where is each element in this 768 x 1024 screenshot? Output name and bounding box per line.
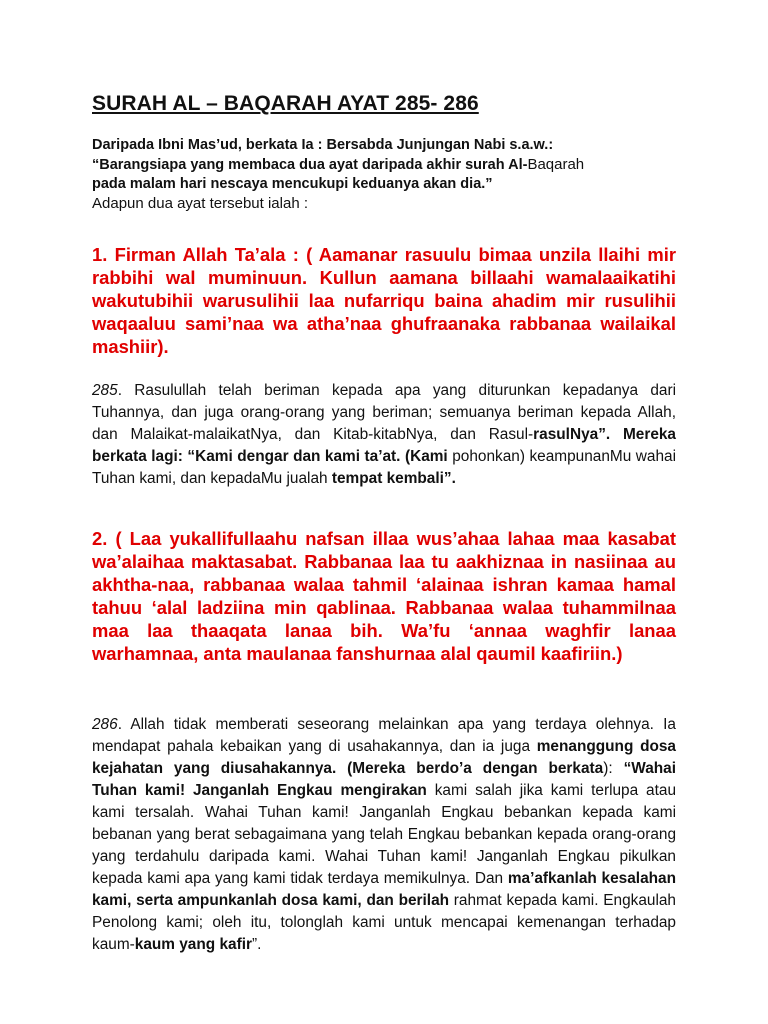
ayat-285-transliteration: 1. Firman Allah Ta’ala : ( Aamanar rasuulu bimaa unzila llaihi mir rabbihi wal muminuun. Kullun aamana billaahi wamalaaikatihi wakutubihii warusulihii laa nufarriqu baina ahadim mir rusulihii waqaaluu sami’naa wa atha’naa ghufraanaka rabbanaa wailaikal mashiir). xyxy=(92,244,676,357)
ayat-286-translation xyxy=(92,714,676,956)
intro-line-1: Daripada Ibni Mas’ud, berkata Ia : Bersabda Junjungan Nabi s.a.w.: xyxy=(92,137,554,153)
translation-285-part2: rasulNya”. Mereka berkata lagi: “Kami dengar dan kami ta’at. (Kami xyxy=(92,426,676,465)
intro-line-3: pada malam hari nescaya mencukupi keduanya akan dia.” xyxy=(92,176,493,192)
translation-285-part1: . Rasulullah telah beriman kepada apa yang diturunkan kepadanya dari Tuhannya, dan juga orang-orang yang beriman; semuanya beriman kepada Allah, dan Malaikat-malaikatNya, dan Kitab-kitabNya, dan Rasul- xyxy=(92,382,676,443)
intro-line-2 xyxy=(92,155,676,175)
translation-286-part8: kaum yang kafir xyxy=(134,936,252,953)
page-title: SURAH AL – BAQARAH AYAT 285- 286 xyxy=(92,92,479,115)
translation-286-part7: rahmat kepada kami. Engkaulah Penolong kami; oleh itu, tolonglah kami untuk mencapai kemenangan terhadap kaum- xyxy=(92,892,676,953)
verse-number-285: 285 xyxy=(92,382,118,399)
ayat-286-transliteration: 2. ( Laa yukallifullaahu nafsan illaa wus’ahaa lahaa maa kasabat wa’alaihaa maktasabat. Rabbanaa laa tu aakhiznaa in nasiinaa au akhtha-naa, rabbanaa walaa tahmil ‘alainaa ishran kamaa hamal tahuu ‘alal ladziina min qablinaa. Rabbanaa walaa tuhammilnaa maa laa thaaqata lanaa bih. Wa’fu ‘annaa waghfir lanaa warhamnaa, anta maulanaa fanshurnaa alal qaumil kaafiriin.) xyxy=(92,528,676,664)
translation-286-part2: menanggung dosa kejahatan yang diusahakannya. (Mereka berdo’a dengan berkata xyxy=(92,738,676,777)
translation-286-part1: . Allah tidak memberati seseorang melainkan apa yang terdaya olehnya. Ia mendapat pahala kebaikan yang di usahakannya, dan ia juga xyxy=(92,716,676,755)
translation-286-part3: ): xyxy=(603,760,624,777)
intro-paragraph xyxy=(92,136,676,213)
translation-285-part4: tempat kembali”. xyxy=(331,470,456,487)
intro-line-2-bold: “Barangsiapa yang membaca dua ayat daripada akhir surah Al- xyxy=(92,157,528,173)
translation-286-part5: kami salah jika kami terlupa atau kami tersalah. Wahai Tuhan kami! Janganlah Engkau bebankan kepada kami bebanan yang berat sebagaimana yang telah Engkau bebankan kepada orang-orang yang terdahulu daripada kami. Wahai Tuhan kami! Janganlah Engkau pikulkan kepada kami apa yang kami tidak terdaya memikulnya. Dan xyxy=(92,782,676,887)
verse-number-286: 286 xyxy=(92,716,118,733)
intro-line-4: Adapun dua ayat tersebut ialah : xyxy=(92,195,308,212)
ayat-285-translation xyxy=(92,380,676,490)
translation-285-part3: pohonkan) keampunanMu wahai Tuhan kami, dan kepadaMu jualah xyxy=(92,448,677,487)
translation-286-part4: “Wahai Tuhan kami! Janganlah Engkau mengirakan xyxy=(92,760,677,799)
translation-286-part9: ”. xyxy=(251,936,262,953)
intro-line-2-normal: Baqarah xyxy=(527,156,585,173)
translation-286-part6: ma’afkanlah kesalahan kami, serta ampunkanlah dosa kami, dan berilah xyxy=(92,870,676,909)
